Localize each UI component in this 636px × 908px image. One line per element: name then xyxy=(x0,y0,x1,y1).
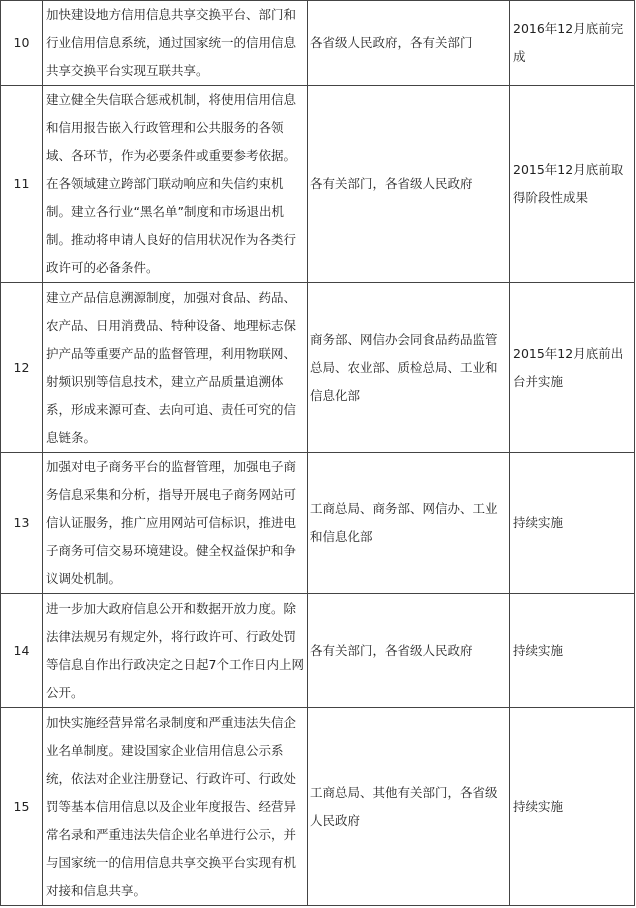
responsible-department: 各有关部门，各省级人民政府 xyxy=(308,86,510,283)
row-number: 11 xyxy=(1,86,43,283)
table-row xyxy=(1,1,635,86)
task-description: 加快建设地方信用信息共享交换平台、部门和行业信用信息系统，通过国家统一的信用信息共享交换平台实现互联共享。 xyxy=(43,1,308,86)
responsible-department: 各省级人民政府，各有关部门 xyxy=(308,1,510,86)
table-row xyxy=(1,283,635,453)
deadline: 2016年12月底前完成 xyxy=(510,1,635,86)
table-row xyxy=(1,86,635,283)
task-description: 加快实施经营异常名录制度和严重违法失信企业名单制度。建设国家企业信用信息公示系统，依法对企业注册登记、行政许可、行政处罚等基本信用信息以及企业年度报告、经营异常名录和严重违法失信企业名单进行公示，并与国家统一的信用信息共享交换平台实现有机对接和信息共享。 xyxy=(43,708,308,906)
table-row xyxy=(1,453,635,594)
task-description: 建立健全失信联合惩戒机制，将使用信用信息和信用报告嵌入行政管理和公共服务的各领域、各环节，作为必要条件或重要参考依据。在各领域建立跨部门联动响应和失信约束机制。建立各行业“黑名单”制度和市场退出机制。推动将申请人良好的信用状况作为各类行政许可的必备条件。 xyxy=(43,86,308,283)
deadline: 2015年12月底前出台并实施 xyxy=(510,283,635,453)
row-number: 14 xyxy=(1,594,43,708)
responsible-department: 工商总局、商务部、网信办、工业和信息化部 xyxy=(308,453,510,594)
deadline: 持续实施 xyxy=(510,453,635,594)
task-description: 加强对电子商务平台的监督管理，加强电子商务信息采集和分析，指导开展电子商务网站可信认证服务，推广应用网站可信标识，推进电子商务可信交易环境建设。健全权益保护和争议调处机制。 xyxy=(43,453,308,594)
row-number: 15 xyxy=(1,708,43,906)
row-number: 12 xyxy=(1,283,43,453)
table-row xyxy=(1,708,635,906)
deadline: 持续实施 xyxy=(510,594,635,708)
responsible-department: 各有关部门，各省级人民政府 xyxy=(308,594,510,708)
task-description: 建立产品信息溯源制度，加强对食品、药品、农产品、日用消费品、特种设备、地理标志保护产品等重要产品的监督管理，利用物联网、射频识别等信息技术，建立产品质量追溯体系，形成来源可查、去向可追、责任可究的信息链条。 xyxy=(43,283,308,453)
task-description: 进一步加大政府信息公开和数据开放力度。除法律法规另有规定外，将行政许可、行政处罚等信息自作出行政决定之日起7个工作日内上网公开。 xyxy=(43,594,308,708)
row-number: 10 xyxy=(1,1,43,86)
deadline: 2015年12月底前取得阶段性成果 xyxy=(510,86,635,283)
responsible-department: 工商总局、其他有关部门，各省级人民政府 xyxy=(308,708,510,906)
responsible-department: 商务部、网信办会同食品药品监管总局、农业部、质检总局、工业和信息化部 xyxy=(308,283,510,453)
row-number: 13 xyxy=(1,453,43,594)
table-row xyxy=(1,594,635,708)
deadline: 持续实施 xyxy=(510,708,635,906)
